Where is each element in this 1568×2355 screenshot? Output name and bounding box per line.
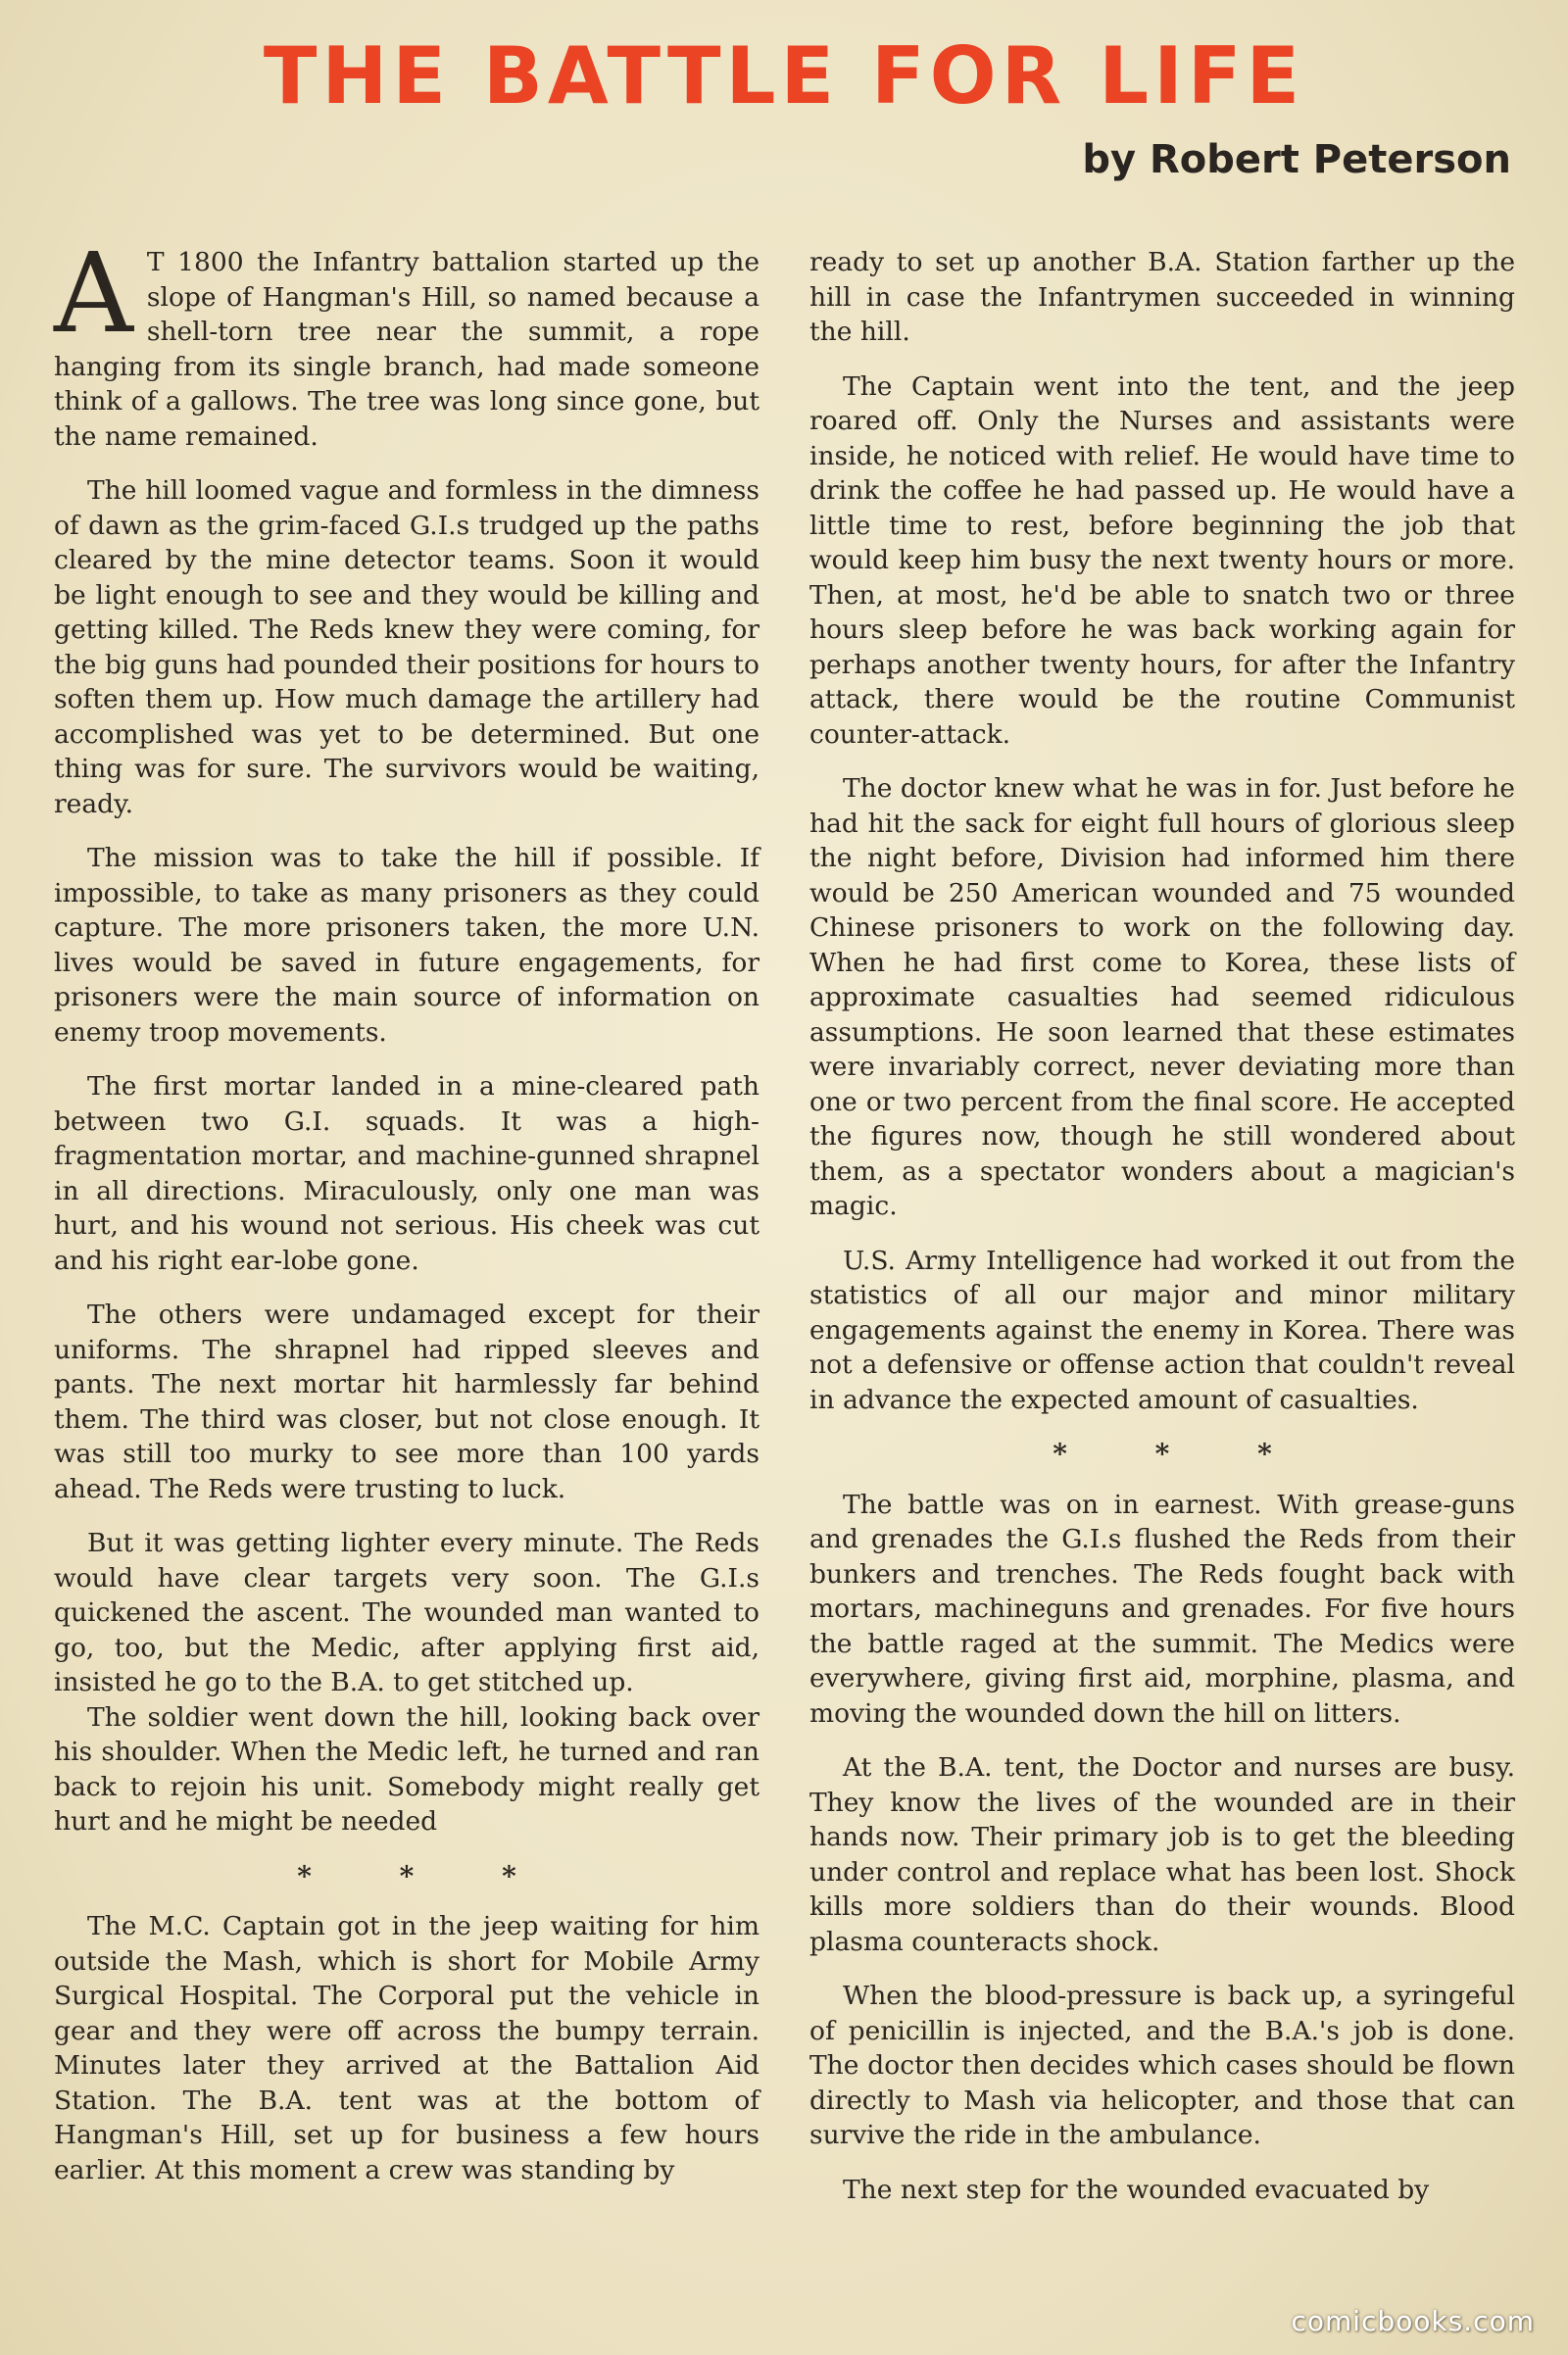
paragraph: The soldier went down the hill, looking back over his shoulder. When the Medic left, he turned and ran back to rejoin his unit. Somebody might really get hurt and he might be needed xyxy=(54,1701,760,1837)
site-watermark: comicbooks.com xyxy=(1291,2305,1535,2337)
paragraph: The others were undamaged except for their uniforms. The shrapnel had ripped sleeves and pants. The next mortar hit harmlessly far behind them. The third was closer, but not close enough. It was still too murky to see more than 100 yards ahead. The Reds were trusting to luck. xyxy=(54,1300,760,1504)
article-title: THE BATTLE FOR LIFE xyxy=(263,30,1305,122)
right-column xyxy=(809,245,1515,2227)
paragraph: The next step for the wounded evacuated by xyxy=(843,2174,1430,2205)
paragraph: The first mortar landed in a mine-cleared path between two G.I. squads. It was a high-fragmentation mortar, and machine-gunned shrapnel in all directions. Miraculously, only one man was hurt, and his wound not serious. His cheek was cut and his right ear-lobe gone. xyxy=(54,1071,760,1276)
paragraph: The doctor knew what he was in for. Just before he had hit the sack for eight full hours of glorious sleep the night before, Division had informed him there would be 250 American wounded and 75 wounded Chinese prisoners to work on the following day. When he had first come to Korea, these lists of approximate casualties had seemed ridiculous assumptions. He soon learned that these estimates were invariably correct, never deviating more than one or two percent from the final score. He accepted the figures now, though he still wondered about them, as a spectator wonders about a magician's magic. xyxy=(809,773,1515,1221)
paragraph: The hill loomed vague and formless in the dimness of dawn as the grim-faced G.I.s trudged up the paths cleared by the mine detector teams. Soon it would be light enough to see and they would be killing and getting killed. The Reds knew they were coming, for the big guns had pounded their positions for hours to soften them up. How much damage the artillery had accomplished was yet to be determined. But one thing was for sure. The survivors would be waiting, ready. xyxy=(54,475,760,819)
paragraph: U.S. Army Intelligence had worked it out from the statistics of all our major and minor military engagements against the enemy in Korea. There was not a defensive or offense action that couldn't reveal in advance the expected amount of casualties. xyxy=(809,1245,1515,1415)
drop-cap: A xyxy=(54,230,133,358)
paragraph: At the B.A. tent, the Doctor and nurses are busy. They know the lives of the wounded are in their hands now. Their primary job is to get the bleeding under control and replace what has been lost. Shock kills more soldiers than do their wounds. Blood plasma counteracts shock. xyxy=(809,1752,1515,1957)
paragraph: The mission was to take the hill if possible. If impossible, to take as many prisoners as they could capture. The more prisoners taken, the more U.N. lives would be saved in future engagements, for prisoners were the main source of information on enemy troop movements. xyxy=(54,843,760,1048)
paragraph: The Captain went into the tent, and the jeep roared off. Only the Nurses and assistants were inside, he noticed with relief. He would have time to drink the coffee he had passed up. He would have a little time to rest, before beginning the job that would keep him busy the next twenty hours or more. Then, at most, he'd be able to snatch two or three hours sleep before he was back working again for perhaps another twenty hours, for after the Infantry attack, there would be the routine Communist counter-attack. xyxy=(809,370,1515,750)
paragraph: The M.C. Captain got in the jeep waiting for him outside the Mash, which is short for Mobile Army Surgical Hospital. The Corporal put the vehicle in gear and they were off across the bumpy terrain. Minutes later they arrived at the Battalion Aid Station. The B.A. tent was at the bottom of Hangman's Hill, set up for business a few hours earlier. At this moment a crew was standing by xyxy=(54,1911,760,2185)
section-separator: * * * xyxy=(1053,1438,1311,1470)
paragraph xyxy=(54,230,760,454)
paragraph: ready to set up another B.A. Station farther up the hill in case the Infantrymen succeeded in winning the hill. xyxy=(809,247,1515,347)
paragraph: But it was getting lighter every minute. The Reds would have clear targets very soon. The G.I.s quickened the ascent. The wounded man wanted to go, too, but the Medic, after applying first aid, insisted he go to the B.A. to get stitched up. xyxy=(54,1528,760,1697)
section-separator: * * * xyxy=(297,1859,556,1892)
left-column xyxy=(54,230,760,2207)
article-byline: by Robert Peterson xyxy=(1082,137,1511,182)
paragraph: When the blood-pressure is back up, a syringeful of penicillin is injected, and the B.A.'s job is done. The doctor then decides which cases should be flown directly to Mash via helicopter, and those that can survive the ride in the ambulance. xyxy=(809,1981,1515,2150)
paragraph: The battle was on in earnest. With grease-guns and grenades the G.I.s flushed the Reds from their bunkers and trenches. The Reds fought back with mortars, machineguns and grenades. For five hours the battle raged at the summit. The Medics were everywhere, giving first aid, morphine, plasma, and moving the wounded down the hill on litters. xyxy=(809,1489,1515,1729)
paragraph-text: T 1800 the Infantry battalion started up the slope of Hangman's Hill, so named because a shell-torn tree near the summit, a rope hanging from its single branch, had made someone think of a gallows. The tree was long since gone, but the name remained. xyxy=(54,247,760,452)
